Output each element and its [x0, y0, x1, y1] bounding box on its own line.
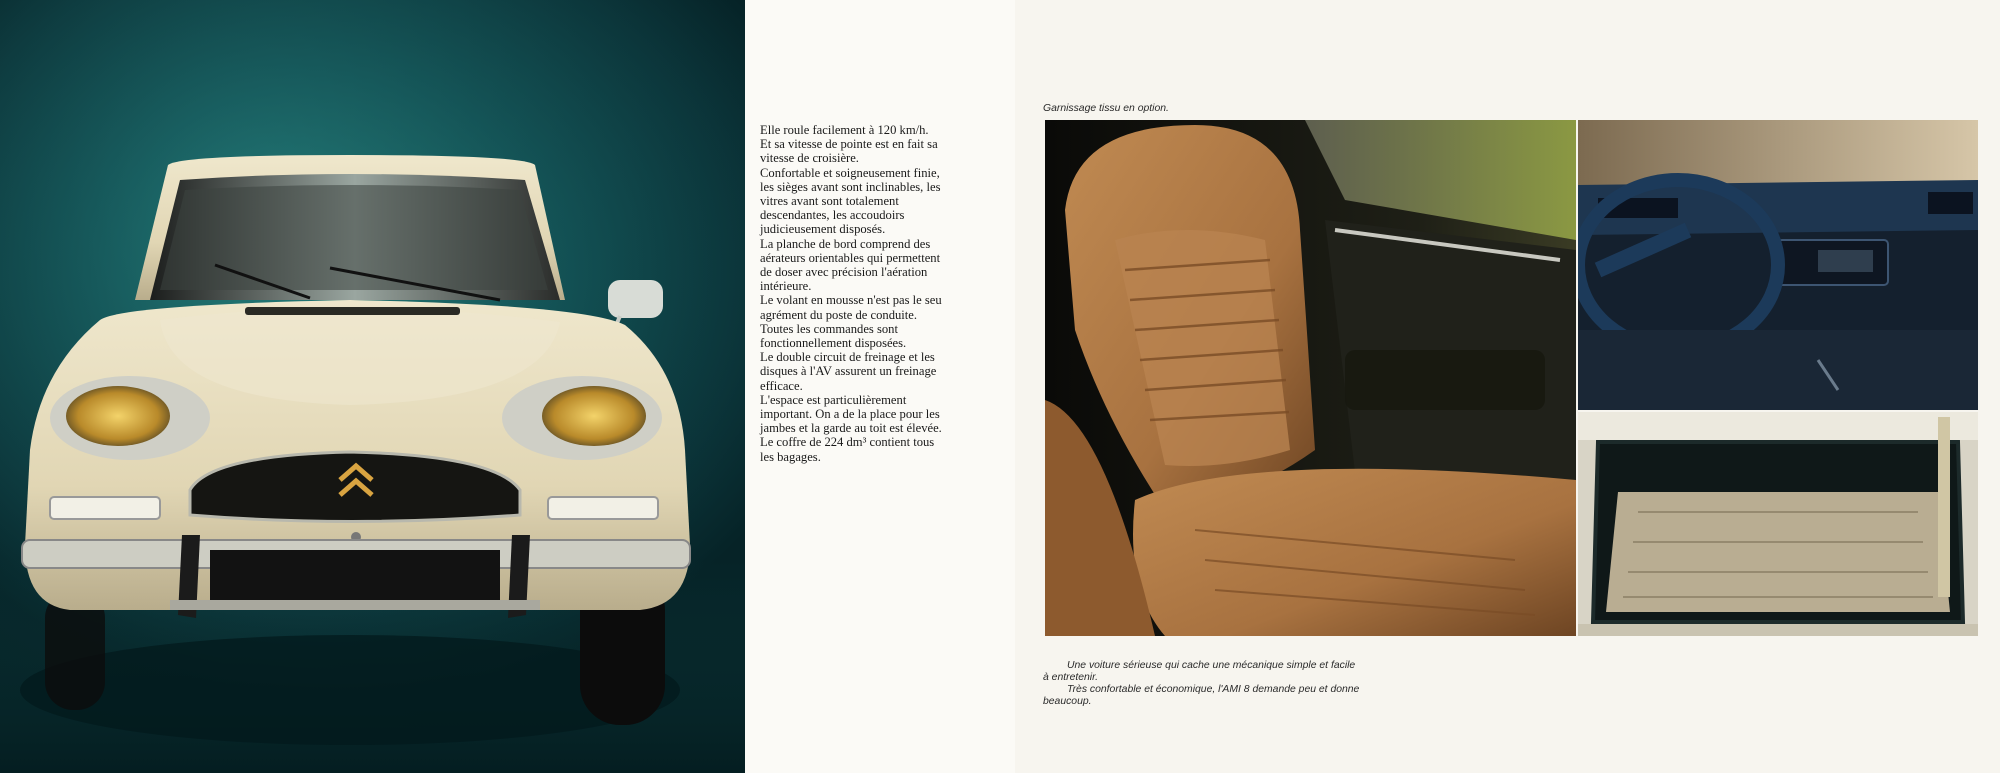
body-line: fonctionnellement disposées. — [760, 336, 907, 351]
body-line: vitesse de croisière. — [760, 151, 859, 166]
body-line: Le coffre de 224 dm³ contient tous — [760, 435, 935, 450]
caption-line: beaucoup. — [1043, 696, 1092, 707]
caption-line: à entretenir. — [1043, 672, 1099, 683]
body-line: Toutes les commandes sont — [760, 321, 898, 336]
boot-photo — [1578, 412, 1978, 636]
body-line: judicieusement disposés. — [760, 222, 886, 237]
body-line: Le volant en mousse n'est pas le seu — [760, 293, 942, 308]
car-illustration — [0, 0, 745, 773]
caption-bottom — [1043, 660, 1403, 708]
body-line: important. On a de la place pour les — [760, 407, 940, 422]
car-front-photo — [0, 0, 745, 773]
body-text — [760, 123, 990, 464]
text-page — [745, 0, 1015, 773]
body-line: Le double circuit de freinage et les — [760, 350, 935, 365]
body-line: efficace. — [760, 378, 803, 393]
seat-illustration — [1045, 120, 1576, 636]
seat-photo — [1045, 120, 1576, 636]
caption-line: Très confortable et économique, l'AMI 8 demande peu et donne — [1067, 684, 1360, 695]
body-line: disques à l'AV assurent un freinage — [760, 364, 937, 379]
body-line: La planche de bord comprend des — [760, 236, 931, 251]
dashboard-photo — [1578, 120, 1978, 410]
body-line: agrément du poste de conduite. — [760, 307, 918, 322]
body-line: vitres avant sont totalement — [760, 194, 899, 209]
body-line: les sièges avant sont inclinables, les — [760, 179, 941, 194]
body-line: les bagages. — [760, 449, 821, 464]
body-line: Et sa vitesse de pointe est en fait sa — [760, 137, 938, 152]
body-line: intérieure. — [760, 279, 812, 294]
body-line: Elle roule facilement à 120 km/h. — [760, 123, 929, 137]
boot-illustration — [1578, 412, 1978, 636]
caption-fabric-option: Garnissage tissu en option. — [1043, 103, 1169, 114]
body-line: descendantes, les accoudoirs — [760, 208, 905, 223]
caption-line: Une voiture sérieuse qui cache une mécanique simple et facile — [1067, 660, 1356, 671]
body-line: jambes et la garde au toit est élevée. — [760, 421, 942, 436]
right-page — [1015, 0, 2000, 773]
body-line: L'espace est particulièrement — [760, 392, 907, 407]
body-line: de doser avec précision l'aération — [760, 265, 928, 280]
body-line: Confortable et soigneusement finie, — [760, 165, 940, 180]
body-line: aérateurs orientables qui permettent — [760, 250, 941, 265]
dashboard-illustration — [1578, 120, 1978, 410]
